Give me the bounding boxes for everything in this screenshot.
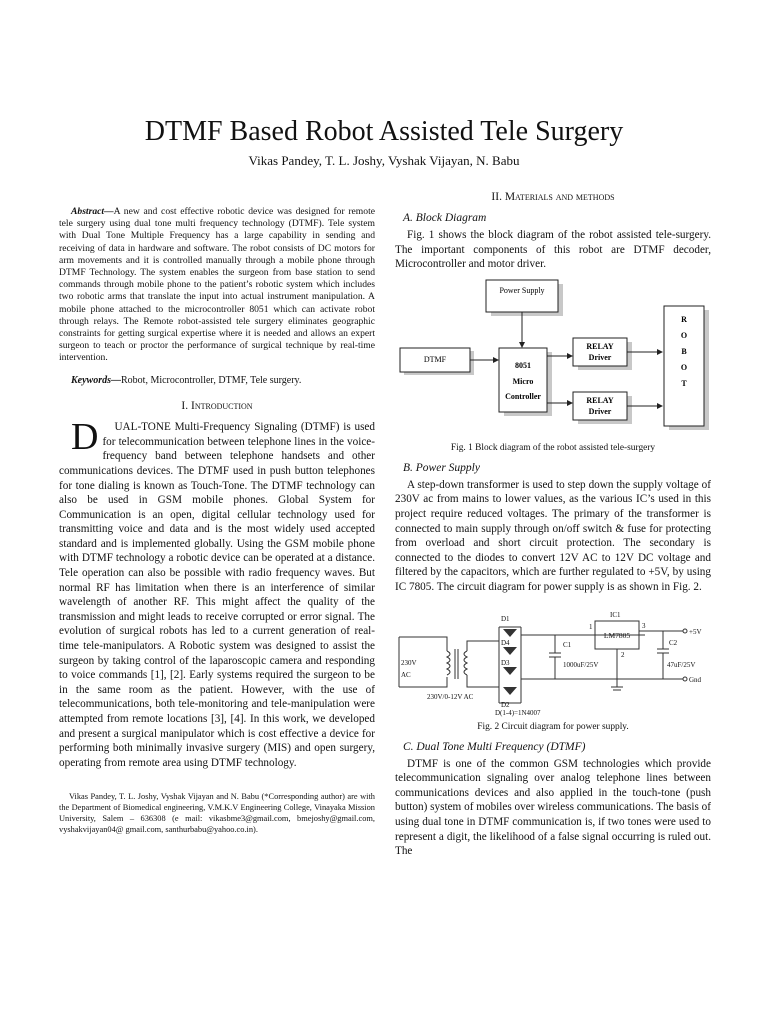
plus5v-terminal: [683, 629, 687, 633]
gnd-label: Gnd: [689, 675, 702, 684]
robot-letter: B: [681, 346, 687, 356]
subsection-heading-dtmf: C. Dual Tone Multi Frequency (DTMF): [403, 740, 586, 753]
primary-coil: [447, 651, 450, 675]
dtmf-paragraph: DTMF is one of the common GSM technologies which provide telecommunication signaling over analog telephone lines between communications devices and also applied in the touch-tone (push button) system of mobiles over wireless communications. The basis of using dual tone in DTMF communication is, if two tones were used to represent a digit, the likelihood of a false signal occurring is ruled out. The: [395, 757, 711, 858]
relay2-line-2: Driver: [588, 406, 612, 416]
d1-label: D1: [501, 614, 510, 623]
figure-1-block-diagram: [395, 278, 711, 438]
relay1-arrow: [567, 353, 573, 359]
section-heading-methods: II. Materials and methods: [491, 191, 615, 203]
introduction-text: UAL-TONE Multi-Frequency Signaling (DTMF) is used for telecommunication between telephone lines in the voice-frequency band between telephone handsets and other communications devices. The DTMF used in push button telephones for tone dialing is known as Touch-Tone. The DTMF technology can also be used in GSM mobile phones. Global System for Communication is an open, digital cellular technology used for transmitting voice and data and is the most widely used accepted standard and is implemented globally. Using the GSM mobile phone with DTMF technology a robotic device can be operated at a distance. Tele operation can also be possible with radio frequency waves. But normal RF has limitation when there is an interference of similar wavelength of another RF. This might affect the quality of the transmission and might leads to receive corrupted or error signal. The evolution of surgical robots has led to a current generation of real-time tele-manipulators. A Robotic system was designed to assist the surgeon by taking control of the laparoscopic camera and responding to voice commands [1], [2]. Early systems required the surgeon to be in the same room as the patient. However, with the use of telecommunications, both tele-monitoring and tele-manipulation were attempted from remote locations [3], [4]. In this work, we developed and present a surgical manipulator which is cost effective a device for performing both minimally invasive surgery (MIS) and open surgery, operating from remote area using DTMF technology.: [59, 421, 375, 769]
secondary-coil: [464, 651, 467, 675]
keywords-label: Keywords—: [71, 374, 121, 386]
power-supply-paragraph: A step-down transformer is used to step down the supply voltage of 230V ac from mains to lower values, as the various IC’s used in this project require reduced voltages. The primary of the transformer is connected to main supply through on/off switch & fuse for protecting from overload and short circuit protection. The secondary is connected to the diodes to convert 12V AC to 12V DC voltage and filtered by the capacitors, which are further regulated to +5V, by using IC 7805. The circuit diagram for power supply is as shown in Fig. 2.: [395, 478, 711, 593]
c2-label: C2: [669, 638, 678, 647]
robot-letter: O: [680, 362, 688, 372]
plus5v-label: +5V: [689, 627, 702, 636]
author-footnote: Vikas Pandey, T. L. Joshy, Vyshak Vijayan and N. Babu (*Corresponding author) are with the Department of Biomedical engineering, V.M.K.V Engineering College, Vinayaka Mission University, Salem – 636308 (e mail: vikasbme3@gmail.com, bmejoshy@gmail.com, vyshakvijayan04@ gmail.com, santhurbabu@yahoo.co.in).: [59, 792, 375, 834]
block-diagram-paragraph: Fig. 1 shows the block diagram of the robot assisted tele-surgery. The important components of this robot are DTMF decoder, Microcontroller and motor driver.: [395, 229, 711, 271]
pin-3-label: 3: [642, 621, 646, 630]
left-column: [59, 190, 375, 836]
relay1-line-1: RELAY: [586, 341, 614, 351]
c2-value: 47uF/25V: [667, 660, 696, 669]
right-column: [395, 190, 711, 859]
d3-label: D3: [501, 658, 510, 667]
diode-type-label: D(1-4)=1N4007: [495, 708, 541, 717]
diode-d4: [503, 647, 517, 655]
robot-arrow-1: [657, 349, 663, 355]
diode-d1: [503, 629, 517, 637]
diode-d3: [503, 667, 517, 675]
pin-1-label: 1: [589, 622, 593, 631]
ac-label: AC: [401, 670, 411, 679]
dtmf-arrow: [493, 357, 499, 363]
keywords: [59, 375, 375, 388]
relay1-line-2: Driver: [588, 352, 612, 362]
dtmf-label: DTMF: [423, 354, 447, 364]
figure-1-caption: Fig. 1 Block diagram of the robot assisted tele-surgery: [450, 442, 656, 453]
lm7805-label: LM7805: [603, 630, 631, 640]
secondary-bottom-wire: [467, 675, 499, 687]
power-supply-label: Power Supply: [499, 285, 545, 295]
robot-letter: R: [681, 314, 687, 324]
c1-value: 1000uF/25V: [563, 660, 599, 669]
pin-2-label: 2: [621, 650, 625, 659]
subsection-heading-block-diagram: A. Block Diagram: [403, 212, 487, 224]
author-list: Vikas Pandey, T. L. Joshy, Vyshak Vijayan, N. Babu: [248, 153, 520, 168]
robot-letter: O: [680, 330, 688, 340]
power-arrow: [519, 342, 525, 348]
keywords-text: Robot, Microcontroller, DTMF, Tele surgery.: [121, 374, 302, 386]
mc-line-3: Controller: [505, 391, 541, 401]
subsection-heading-power-supply: B. Power Supply: [403, 461, 480, 474]
section-heading-introduction: I. Introduction: [181, 400, 253, 413]
power-supply-box: [486, 280, 558, 312]
relay2-arrow: [567, 400, 573, 406]
c1-label: C1: [563, 640, 572, 649]
secondary-top-wire: [467, 641, 499, 651]
d4-label: D4: [501, 638, 510, 647]
paper-title: DTMF Based Robot Assisted Tele Surgery: [144, 116, 624, 147]
robot-letter: T: [681, 378, 687, 388]
figure-2-circuit-diagram: [395, 607, 711, 717]
abstract-text: A new and cost effective robotic device was designed for remote tele surgery using dual tone multi frequency technology (DTMF). Tele system with Dual Tone Multiple Frequency has a large capability in sending and receiving of data in hardware and software. The robot consists of DC motors for arm movements and it is controlled manually through a mobile phone through DTMF Technology. The system enables the surgeon from base station to send commands through mobile phone to the patient’s robotic system which includes two robotic arms that translate the input into actual instrument manipulation. A mobile phone attached to the microcontroller 8051 which can activate robot through relays. The Remote robot-assisted tele surgery eliminates geographic constraints for getting surgical expertise where it is needed and allows an expert surgeon to teach or proctor the performance of surgical technique by real-time intervention.: [59, 206, 375, 364]
secondary-label: 230V/0-12V AC: [427, 692, 474, 701]
abstract-label: Abstract—: [71, 206, 114, 217]
ic1-label: IC1: [610, 610, 621, 619]
v230-label: 230V: [401, 658, 417, 667]
introduction-paragraph: [59, 416, 375, 770]
figure-2-caption: Fig. 2 Circuit diagram for power supply.: [477, 721, 629, 732]
mc-line-2: Micro: [512, 376, 534, 386]
abstract: [59, 206, 375, 365]
mc-line-1: 8051: [515, 360, 531, 370]
drop-cap: D: [71, 416, 99, 459]
primary-top-wire: [399, 637, 447, 651]
relay2-line-1: RELAY: [586, 395, 614, 405]
robot-arrow-2: [657, 403, 663, 409]
diode-d2: [503, 687, 517, 695]
d2-label: D2: [501, 700, 510, 709]
gnd-terminal: [683, 677, 687, 681]
